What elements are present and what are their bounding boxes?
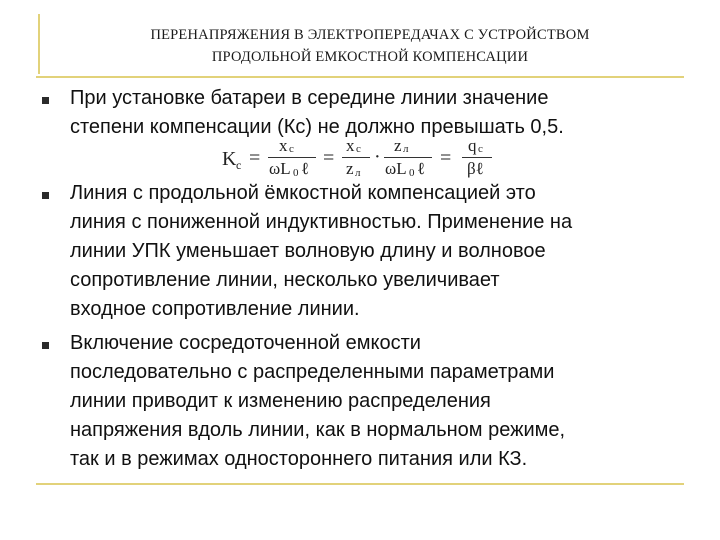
- bullet-1-line-1: При установке батареи в середине линии значение: [70, 87, 549, 109]
- compensation-formula: [222, 136, 542, 184]
- bullet-text-3: [70, 329, 680, 474]
- formula-frac2-bar: [342, 157, 370, 158]
- formula-eq-3: =: [440, 147, 452, 169]
- bullet-square-icon: [42, 192, 49, 199]
- title-vertical-rule: [38, 14, 40, 74]
- formula-frac3-num: z: [394, 136, 402, 155]
- formula-frac1-den: ωL: [269, 159, 291, 178]
- formula-eq-2: =: [323, 147, 335, 169]
- bullet-2-line-4: сопротивление линии, несколько увеличивает: [70, 269, 500, 291]
- bullet-square-icon: [42, 342, 49, 349]
- formula-frac2-den: z: [346, 159, 354, 178]
- title-underline-rule: [36, 76, 684, 78]
- bullet-3-line-2: последовательно с распределенными параметрами: [70, 361, 555, 383]
- formula-eq-1: =: [249, 147, 261, 169]
- formula-frac1-num-sub: c: [289, 143, 294, 155]
- bullet-text-1: [70, 84, 680, 142]
- formula-lhs-sub: c: [236, 158, 242, 172]
- formula-frac4-num-sub: c: [478, 143, 483, 155]
- slide-title-line-1: ПЕРЕНАПРЯЖЕНИЯ В ЭЛЕКТРОПЕРЕДАЧАХ С УСТРОЙСТВОМ: [150, 27, 590, 43]
- formula-frac2-num-sub: c: [356, 143, 361, 155]
- formula-frac4-bar: [462, 157, 492, 158]
- formula-frac2-num: x: [346, 136, 355, 155]
- bullet-3-line-3: линии приводит к изменению распределения: [70, 390, 491, 412]
- bullet-2-line-1: Линия с продольной ёмкостной компенсацией это: [70, 182, 536, 204]
- footer-rule: [36, 483, 684, 485]
- formula-frac1-bar: [268, 157, 316, 158]
- slide-title-line-2: ПРОДОЛЬНОЙ ЕМКОСТНОЙ КОМПЕНСАЦИИ: [211, 49, 529, 65]
- bullet-square-icon: [42, 97, 49, 104]
- formula-frac3-den: ωL: [385, 159, 407, 178]
- bullet-2-line-5: входное сопротивление линии.: [70, 298, 360, 320]
- formula-dot: ·: [374, 146, 381, 168]
- bullet-2-line-2: линия с пониженной индуктивностью. Применение на: [70, 211, 573, 233]
- formula-frac3-den-sub: 0: [409, 167, 415, 179]
- formula-frac4-num: q: [468, 136, 477, 155]
- formula-frac1-den-tail: ℓ: [301, 159, 310, 178]
- formula-frac2-den-sub: л: [355, 167, 361, 179]
- bullet-2-line-3: линии УПК уменьшает волновую длину и волновое: [70, 240, 546, 262]
- bullet-1-line-2: степени компенсации (Кс) не должно превышать 0,5.: [70, 116, 564, 138]
- formula-lhs: K: [222, 148, 237, 170]
- slide-title: [60, 24, 680, 68]
- bullet-text-2: [70, 179, 680, 324]
- bullet-3-line-4: напряжения вдоль линии, как в нормальном режиме,: [70, 419, 566, 441]
- formula-frac4-den: βℓ: [467, 159, 484, 178]
- formula-frac3-den-tail: ℓ: [417, 159, 426, 178]
- formula-frac3-num-sub: л: [403, 143, 409, 155]
- bullet-3-line-1: Включение сосредоточенной емкости: [70, 332, 421, 354]
- formula-frac1-num: x: [279, 136, 288, 155]
- formula-frac3-bar: [384, 157, 432, 158]
- bullet-3-line-5: так и в режимах одностороннего питания или КЗ.: [70, 448, 528, 470]
- formula-frac1-den-sub: 0: [293, 167, 299, 179]
